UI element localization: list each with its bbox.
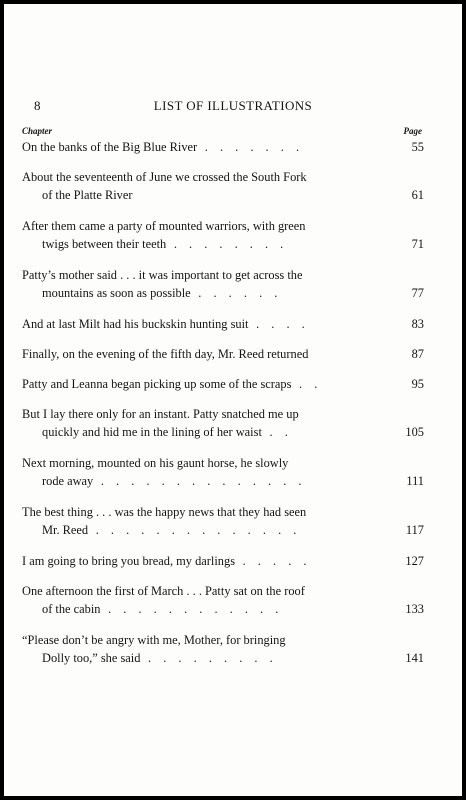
list-item <box>22 503 424 539</box>
list-item <box>22 168 424 204</box>
caption-line <box>22 217 316 235</box>
leader-dots: . . . . . . . . . <box>140 651 278 665</box>
page-number-ref: 95 <box>411 377 424 391</box>
page-number-ref: 71 <box>411 237 424 251</box>
list-item <box>22 315 424 333</box>
leader-dots: . . . . . . . . <box>166 237 288 251</box>
caption-text: On the banks of the Big Blue River <box>22 140 198 154</box>
list-item <box>22 138 424 156</box>
page-number-ref: 117 <box>405 523 424 537</box>
caption-text: Next morning, mounted on his gaunt horse, he slowly <box>22 456 289 470</box>
caption-line <box>22 315 316 333</box>
page-number-ref: 83 <box>411 317 424 331</box>
caption-text: But I lay there only for an instant. Patty snatched me up <box>22 407 299 421</box>
caption-text: rode away <box>42 474 94 488</box>
caption-continuation-line <box>22 423 316 441</box>
column-headers <box>22 126 420 138</box>
caption-continuation-line <box>22 600 316 618</box>
chapter-column-label: Chapter <box>22 126 53 136</box>
page-number-ref: 105 <box>405 425 424 439</box>
list-item <box>22 454 424 490</box>
caption-line <box>22 266 316 284</box>
caption-text: The best thing . . . was the happy news that they had seen <box>22 505 307 519</box>
caption-text: One afternoon the first of March . . . Patty sat on the roof <box>22 584 305 598</box>
caption-text: mountains as soon as possible <box>42 286 191 300</box>
leader-dots: . . . . . . <box>190 286 282 300</box>
caption-continuation-line <box>22 186 316 204</box>
leader-dots: . . . . . . . . . . . . <box>100 602 283 616</box>
leader-dots: . . . . . . . . . . . . . . <box>88 523 301 537</box>
caption-line <box>22 503 316 521</box>
caption-line <box>22 454 316 472</box>
leader-dots: . . . . . <box>235 554 311 568</box>
leader-dots: . . . . . . . . . . . . . . <box>93 474 306 488</box>
caption-text: Dolly too,” she said <box>42 651 141 665</box>
leader-dots: . . . . . . . <box>197 140 304 154</box>
caption-continuation-line <box>22 472 316 490</box>
list-item <box>22 375 424 393</box>
illustrations-list <box>22 138 424 680</box>
list-item <box>22 582 424 618</box>
list-item <box>22 405 424 441</box>
page-number: 8 <box>34 98 41 113</box>
caption-text: of the Platte River <box>42 188 133 202</box>
caption-text: Mr. Reed <box>42 523 89 537</box>
list-item <box>22 631 424 667</box>
list-item <box>22 217 424 253</box>
page-title: LIST OF ILLUSTRATIONS <box>153 98 313 113</box>
caption-line <box>22 168 316 186</box>
leader-dots: . . . . <box>248 317 310 331</box>
book-page <box>4 4 462 796</box>
caption-text: After them came a party of mounted warriors, with green <box>22 219 306 233</box>
list-item <box>22 552 424 570</box>
page-number-ref: 61 <box>411 188 424 202</box>
page-number-ref: 141 <box>405 651 424 665</box>
caption-line <box>22 345 316 363</box>
caption-line <box>22 631 316 649</box>
page-number-ref: 87 <box>411 347 424 361</box>
caption-line <box>22 375 322 393</box>
page-header <box>4 98 462 116</box>
page-number-ref: 55 <box>411 140 424 154</box>
caption-text: Patty’s mother said . . . it was important to get across the <box>22 268 303 282</box>
caption-text: And at last Milt had his buckskin hunting suit <box>22 317 249 331</box>
page-number-ref: 111 <box>406 474 424 488</box>
caption-text: I am going to bring you bread, my darlings <box>22 554 236 568</box>
caption-text: Finally, on the evening of the fifth day, Mr. Reed returned <box>22 347 309 361</box>
page-number-ref: 127 <box>405 554 424 568</box>
caption-text: of the cabin <box>42 602 101 616</box>
caption-text: quickly and hid me in the lining of her waist <box>42 425 262 439</box>
caption-text: twigs between their teeth <box>42 237 167 251</box>
caption-continuation-line <box>22 284 316 302</box>
leader-dots: . . <box>261 425 293 439</box>
caption-text: “Please don’t be angry with me, Mother, for bringing <box>22 633 286 647</box>
caption-line <box>22 405 316 423</box>
caption-continuation-line <box>22 235 316 253</box>
leader-dots: . . <box>291 377 322 391</box>
caption-line <box>22 582 316 600</box>
caption-continuation-line <box>22 521 316 539</box>
page-number-ref: 133 <box>405 602 424 616</box>
caption-text: About the seventeenth of June we crossed the South Fork <box>22 170 307 184</box>
page-column-label: Page <box>403 126 422 136</box>
page-number-ref: 77 <box>411 286 424 300</box>
list-item <box>22 266 424 302</box>
caption-continuation-line <box>22 649 316 667</box>
list-item <box>22 345 424 363</box>
caption-text: Patty and Leanna began picking up some of the scraps <box>22 377 292 391</box>
caption-line <box>22 138 316 156</box>
caption-line <box>22 552 316 570</box>
